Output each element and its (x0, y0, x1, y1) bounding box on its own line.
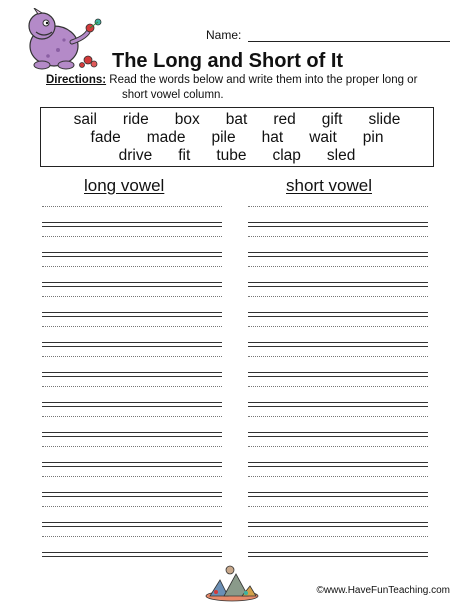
word-row-1 (41, 111, 433, 128)
word: drive (118, 147, 153, 164)
directions-text-line1: Read the words below and write them into the proper long or (109, 74, 418, 86)
solid-baseline (42, 342, 222, 343)
dotted-guide-line (248, 446, 428, 447)
solid-baseline (248, 376, 428, 377)
handwriting-line-set[interactable] (42, 468, 222, 498)
word: sail (73, 111, 97, 128)
solid-baseline (42, 226, 222, 227)
word: ride (122, 111, 149, 128)
word: bat (225, 111, 248, 128)
handwriting-line-set[interactable] (248, 348, 428, 378)
dotted-guide-line (248, 536, 428, 537)
short-vowel-heading: short vowel (286, 176, 372, 195)
solid-baseline (248, 252, 428, 253)
handwriting-line-set[interactable] (42, 408, 222, 438)
solid-baseline (248, 462, 428, 463)
dotted-guide-line (248, 416, 428, 417)
dotted-guide-line (42, 386, 222, 387)
solid-baseline (248, 282, 428, 283)
handwriting-line-set[interactable] (248, 498, 428, 528)
handwriting-line-set[interactable] (42, 498, 222, 528)
solid-baseline (248, 286, 428, 287)
handwriting-line-set[interactable] (42, 288, 222, 318)
word: hat (261, 129, 284, 146)
solid-baseline (42, 286, 222, 287)
page-title: The Long and Short of It (112, 50, 344, 72)
handwriting-line-set[interactable] (42, 318, 222, 348)
word: tube (216, 147, 247, 164)
solid-baseline (248, 346, 428, 347)
handwriting-line-set[interactable] (248, 378, 428, 408)
solid-baseline (248, 342, 428, 343)
solid-baseline (248, 552, 428, 553)
solid-baseline (42, 376, 222, 377)
dotted-guide-line (248, 506, 428, 507)
handwriting-line-set[interactable] (248, 468, 428, 498)
word: red (273, 111, 296, 128)
dotted-guide-line (42, 446, 222, 447)
dotted-guide-line (248, 356, 428, 357)
dotted-guide-line (248, 296, 428, 297)
solid-baseline (42, 222, 222, 223)
name-underline[interactable] (248, 41, 450, 42)
solid-baseline (42, 556, 222, 557)
dotted-guide-line (42, 506, 222, 507)
solid-baseline (248, 312, 428, 313)
solid-baseline (42, 282, 222, 283)
handwriting-line-set[interactable] (42, 258, 222, 288)
solid-baseline (248, 466, 428, 467)
long-vowel-heading: long vowel (84, 176, 165, 195)
handwriting-line-set[interactable] (42, 228, 222, 258)
long-vowel-writing-area[interactable] (42, 198, 222, 558)
solid-baseline (248, 316, 428, 317)
word: fade (90, 129, 121, 146)
solid-baseline (248, 406, 428, 407)
handwriting-line-set[interactable] (248, 528, 428, 558)
solid-baseline (42, 462, 222, 463)
solid-baseline (248, 432, 428, 433)
solid-baseline (42, 496, 222, 497)
solid-baseline (42, 372, 222, 373)
word: made (146, 129, 186, 146)
word: box (174, 111, 200, 128)
dotted-guide-line (42, 326, 222, 327)
solid-baseline (248, 222, 428, 223)
word: clap (272, 147, 301, 164)
solid-baseline (42, 312, 222, 313)
solid-baseline (42, 492, 222, 493)
handwriting-line-set[interactable] (42, 528, 222, 558)
directions-label: Directions: (46, 74, 107, 86)
solid-baseline (248, 372, 428, 373)
word: pin (362, 129, 384, 146)
handwriting-line-set[interactable] (248, 318, 428, 348)
solid-baseline (42, 432, 222, 433)
dotted-guide-line (248, 326, 428, 327)
word-bank (40, 107, 434, 167)
word: slide (368, 111, 401, 128)
dotted-guide-line (42, 236, 222, 237)
handwriting-line-set[interactable] (42, 348, 222, 378)
dotted-guide-line (42, 266, 222, 267)
footer-drawing-illustration (202, 562, 262, 602)
word: pile (211, 129, 236, 146)
handwriting-line-set[interactable] (248, 438, 428, 468)
dotted-guide-line (42, 206, 222, 207)
solid-baseline (42, 406, 222, 407)
dotted-guide-line (42, 536, 222, 537)
solid-baseline (248, 522, 428, 523)
word: fit (178, 147, 191, 164)
word-row-2 (41, 129, 433, 146)
solid-baseline (42, 552, 222, 553)
handwriting-line-set[interactable] (248, 258, 428, 288)
word: sled (326, 147, 356, 164)
dotted-guide-line (42, 356, 222, 357)
dotted-guide-line (42, 476, 222, 477)
solid-baseline (42, 436, 222, 437)
solid-baseline (42, 522, 222, 523)
solid-baseline (248, 496, 428, 497)
name-field[interactable] (206, 28, 450, 46)
dotted-guide-line (248, 206, 428, 207)
handwriting-line-set[interactable] (248, 408, 428, 438)
solid-baseline (248, 402, 428, 403)
word-row-3 (41, 147, 433, 164)
solid-baseline (42, 466, 222, 467)
solid-baseline (42, 256, 222, 257)
solid-baseline (42, 402, 222, 403)
monster-illustration (14, 8, 106, 70)
solid-baseline (248, 256, 428, 257)
solid-baseline (42, 316, 222, 317)
dotted-guide-line (248, 386, 428, 387)
solid-baseline (248, 526, 428, 527)
word: wait (309, 129, 337, 146)
solid-baseline (248, 492, 428, 493)
dotted-guide-line (248, 476, 428, 477)
directions (46, 73, 446, 103)
dotted-guide-line (248, 236, 428, 237)
solid-baseline (42, 526, 222, 527)
solid-baseline (248, 226, 428, 227)
short-vowel-writing-area[interactable] (248, 198, 428, 558)
handwriting-line-set[interactable] (42, 378, 222, 408)
directions-text-line2: short vowel column. (122, 89, 224, 101)
dotted-guide-line (42, 296, 222, 297)
handwriting-line-set[interactable] (248, 198, 428, 228)
handwriting-line-set[interactable] (248, 288, 428, 318)
solid-baseline (42, 252, 222, 253)
name-label: Name: (206, 28, 242, 42)
word: gift (321, 111, 343, 128)
solid-baseline (42, 346, 222, 347)
handwriting-line-set[interactable] (248, 228, 428, 258)
solid-baseline (248, 556, 428, 557)
handwriting-line-set[interactable] (42, 198, 222, 228)
dotted-guide-line (42, 416, 222, 417)
footer-credit: ©www.HaveFunTeaching.com (316, 585, 450, 596)
dotted-guide-line (248, 266, 428, 267)
solid-baseline (248, 436, 428, 437)
handwriting-line-set[interactable] (42, 438, 222, 468)
